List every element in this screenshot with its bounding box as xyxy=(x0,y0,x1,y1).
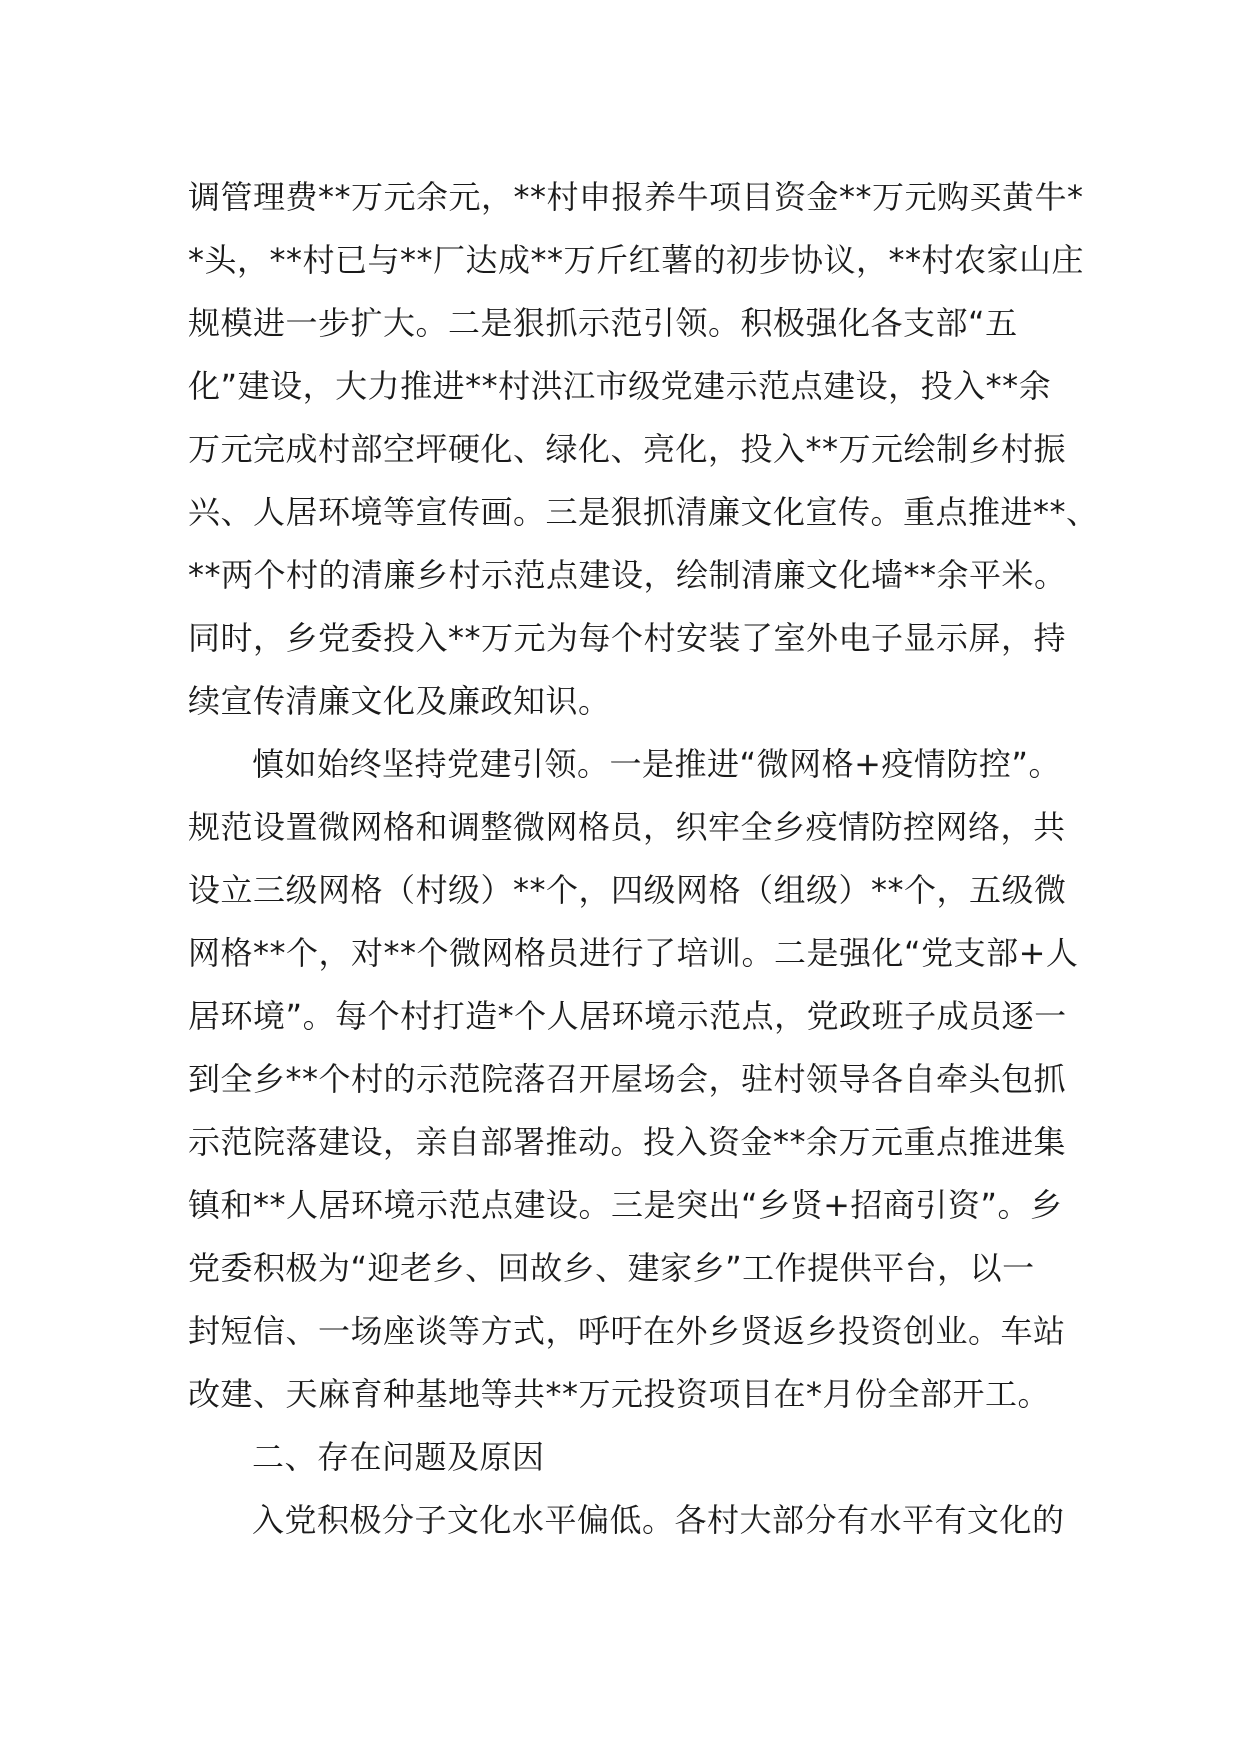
text-line: 设立三级网格（村级）**个，四级网格（组级）**个，五级微 xyxy=(188,871,1067,909)
document-body xyxy=(188,166,1099,1552)
text-line: 续宣传清廉文化及廉政知识。 xyxy=(188,682,611,720)
text-line: 镇和**人居环境示范点建设。三是突出“乡贤+招商引资”。乡 xyxy=(188,1186,1063,1224)
text-line: 到全乡**个村的示范院落召开屋场会，驻村领导各自牵头包抓 xyxy=(188,1060,1067,1098)
text-line: 网格**个，对**个微网格员进行了培训。二是强化“党支部+人 xyxy=(188,934,1079,972)
text-line: 规模进一步扩大。二是狠抓示范引领。积极强化各支部“五 xyxy=(188,304,1018,342)
paragraph-start-line: 入党积极分子文化水平偏低。各村大部分有水平有文化的 xyxy=(252,1501,1065,1539)
text-line: 规范设置微网格和调整微网格员，织牢全乡疫情防控网络，共 xyxy=(188,808,1066,846)
text-line: 党委积极为“迎老乡、回故乡、建家乡”工作提供平台，以一 xyxy=(188,1249,1035,1287)
text-line: **两个村的清廉乡村示范点建设，绘制清廉文化墙**余平米。 xyxy=(188,556,1067,594)
text-line: 改建、天麻育种基地等共**万元投资项目在*月份全部开工。 xyxy=(188,1375,1051,1413)
text-line: 化”建设，大力推进**村洪江市级党建示范点建设，投入**余 xyxy=(188,367,1052,405)
section-heading: 二、存在问题及原因 xyxy=(252,1438,545,1476)
paragraph-start-line: 慎如始终坚持党建引领。一是推进“微网格+疫情防控”。 xyxy=(252,745,1061,783)
text-line: 封短信、一场座谈等方式，呼吁在外乡贤返乡投资创业。车站 xyxy=(188,1312,1066,1350)
text-line: 示范院落建设，亲自部署推动。投入资金**余万元重点推进集 xyxy=(188,1123,1067,1161)
text-line: 调管理费**万元余元，**村申报养牛项目资金**万元购买黄牛* xyxy=(188,178,1084,216)
text-line: 兴、人居环境等宣传画。三是狠抓清廉文化宣传。重点推进**、 xyxy=(188,493,1099,531)
text-line: 同时，乡党委投入**万元为每个村安装了室外电子显示屏，持 xyxy=(188,619,1067,657)
text-line: 万元完成村部空坪硬化、绿化、亮化，投入**万元绘制乡村振 xyxy=(188,430,1067,468)
text-line: *头，**村已与**厂达成**万斤红薯的初步协议，**村农家山庄 xyxy=(188,241,1085,279)
text-line: 居环境”。每个村打造*个人居环境示范点，党政班子成员逐一 xyxy=(188,997,1067,1035)
